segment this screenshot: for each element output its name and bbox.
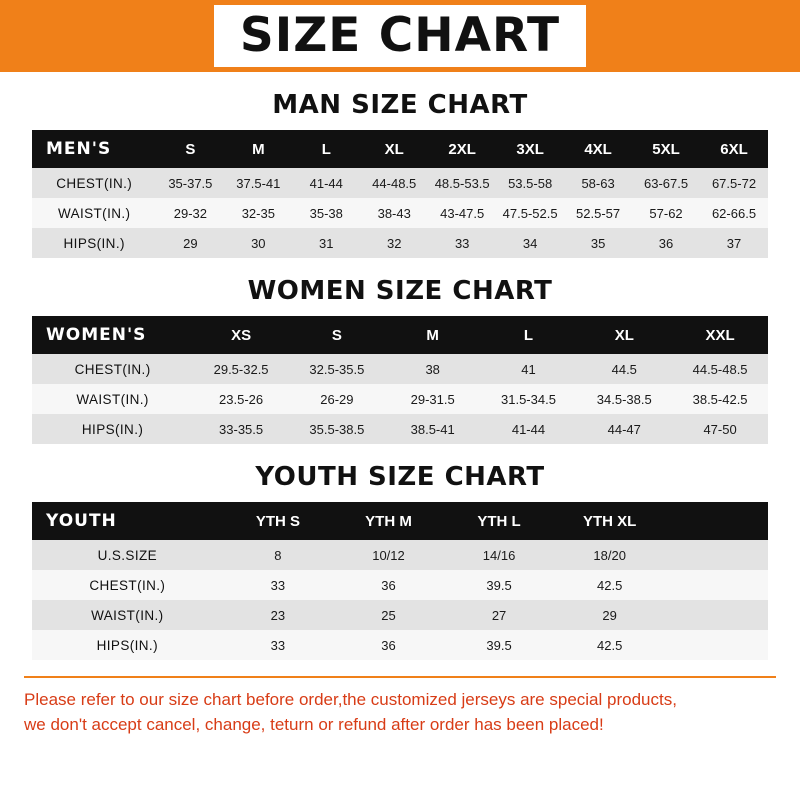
women-cell-2-3: 41-44 (481, 414, 577, 444)
women-cell-1-0: 23.5-26 (193, 384, 289, 414)
women-col-header-5: XL (576, 316, 672, 354)
women-col-header-2: S (289, 316, 385, 354)
youth-row-label-3: HIPS(IN.) (32, 630, 223, 660)
men-col-header-7: 4XL (564, 130, 632, 168)
men-cell-2-0: 29 (156, 228, 224, 258)
youth-cell-0-1: 10/12 (333, 540, 444, 570)
men-cell-2-5: 34 (496, 228, 564, 258)
table-header-row (32, 316, 768, 354)
men-cell-0-3: 44-48.5 (360, 168, 428, 198)
men-cell-1-8: 62-66.5 (700, 198, 768, 228)
table-row (32, 384, 768, 414)
youth-section (0, 462, 800, 660)
men-cell-0-6: 58-63 (564, 168, 632, 198)
men-section (0, 90, 800, 258)
youth-cell-1-2: 39.5 (444, 570, 555, 600)
men-cell-2-3: 32 (360, 228, 428, 258)
youth-cell-1-3: 42.5 (554, 570, 665, 600)
men-cell-1-5: 47.5-52.5 (496, 198, 564, 228)
men-cell-0-4: 48.5-53.5 (428, 168, 496, 198)
youth-cell-3-2: 39.5 (444, 630, 555, 660)
youth-col-header-3: YTH L (444, 502, 555, 540)
men-cell-0-5: 53.5-58 (496, 168, 564, 198)
table-row (32, 168, 768, 198)
men-cell-0-8: 67.5-72 (700, 168, 768, 198)
youth-col-header-4: YTH XL (554, 502, 665, 540)
women-cell-2-4: 44-47 (576, 414, 672, 444)
men-cell-2-8: 37 (700, 228, 768, 258)
women-col-header-1: XS (193, 316, 289, 354)
youth-col-header-2: YTH M (333, 502, 444, 540)
youth-row-label-1: CHEST(IN.) (32, 570, 223, 600)
table-header-row (32, 502, 768, 540)
women-row-label-2: HIPS(IN.) (32, 414, 193, 444)
women-cell-2-1: 35.5-38.5 (289, 414, 385, 444)
youth-col-header-1: YTH S (223, 502, 334, 540)
youth-cell-0-3: 18/20 (554, 540, 665, 570)
men-cell-0-7: 63-67.5 (632, 168, 700, 198)
women-col-header-4: L (481, 316, 577, 354)
women-section (0, 276, 800, 444)
men-cell-2-1: 30 (224, 228, 292, 258)
table-row (32, 228, 768, 258)
women-section-title: WOMEN SIZE CHART (247, 276, 553, 306)
women-cell-1-1: 26-29 (289, 384, 385, 414)
youth-cell-0-2: 14/16 (444, 540, 555, 570)
men-cell-1-7: 57-62 (632, 198, 700, 228)
youth-col-header-0: YOUTH (32, 502, 223, 540)
men-cell-1-0: 29-32 (156, 198, 224, 228)
youth-cell-3-0: 33 (223, 630, 334, 660)
men-cell-1-3: 38-43 (360, 198, 428, 228)
youth-cell-1-spacer (665, 570, 768, 600)
youth-cell-1-1: 36 (333, 570, 444, 600)
men-col-header-4: XL (360, 130, 428, 168)
table-header-row (32, 130, 768, 168)
table-row (32, 414, 768, 444)
women-cell-2-5: 47-50 (672, 414, 768, 444)
women-size-table (32, 316, 768, 444)
table-row (32, 630, 768, 660)
men-cell-0-0: 35-37.5 (156, 168, 224, 198)
men-cell-2-2: 31 (292, 228, 360, 258)
men-cell-1-4: 43-47.5 (428, 198, 496, 228)
footer-note (24, 676, 776, 737)
women-cell-2-2: 38.5-41 (385, 414, 481, 444)
women-row-label-1: WAIST(IN.) (32, 384, 193, 414)
youth-row-label-0: U.S.SIZE (32, 540, 223, 570)
men-col-header-0: MEN'S (32, 130, 156, 168)
youth-section-title: YOUTH SIZE CHART (255, 462, 545, 492)
header-right-fill (668, 0, 800, 72)
women-row-label-0: CHEST(IN.) (32, 354, 193, 384)
men-row-label-2: HIPS(IN.) (32, 228, 156, 258)
youth-cell-0-spacer (665, 540, 768, 570)
men-col-header-2: M (224, 130, 292, 168)
table-row (32, 198, 768, 228)
youth-cell-0-0: 8 (223, 540, 334, 570)
men-cell-0-1: 37.5-41 (224, 168, 292, 198)
youth-col-header-spacer (665, 502, 768, 540)
men-col-header-8: 5XL (632, 130, 700, 168)
table-row (32, 354, 768, 384)
youth-cell-2-2: 27 (444, 600, 555, 630)
women-cell-0-0: 29.5-32.5 (193, 354, 289, 384)
women-cell-1-4: 34.5-38.5 (576, 384, 672, 414)
youth-cell-1-0: 33 (223, 570, 334, 600)
women-cell-1-3: 31.5-34.5 (481, 384, 577, 414)
women-cell-0-1: 32.5-35.5 (289, 354, 385, 384)
youth-cell-3-1: 36 (333, 630, 444, 660)
table-row (32, 540, 768, 570)
youth-cell-2-0: 23 (223, 600, 334, 630)
women-cell-0-4: 44.5 (576, 354, 672, 384)
youth-row-label-2: WAIST(IN.) (32, 600, 223, 630)
men-col-header-6: 3XL (496, 130, 564, 168)
men-section-title: MAN SIZE CHART (272, 90, 528, 120)
youth-cell-2-spacer (665, 600, 768, 630)
youth-size-table (32, 502, 768, 660)
women-cell-2-0: 33-35.5 (193, 414, 289, 444)
men-row-label-1: WAIST(IN.) (32, 198, 156, 228)
footer-note-line-2: we don't accept cancel, change, teturn or refund after order has been placed! (24, 714, 604, 734)
women-col-header-6: XXL (672, 316, 768, 354)
footer-note-line-1: Please refer to our size chart before order,the customized jerseys are special products, (24, 690, 677, 709)
men-cell-1-1: 32-35 (224, 198, 292, 228)
men-cell-2-7: 36 (632, 228, 700, 258)
men-cell-1-6: 52.5-57 (564, 198, 632, 228)
men-col-header-3: L (292, 130, 360, 168)
men-col-header-9: 6XL (700, 130, 768, 168)
men-cell-2-4: 33 (428, 228, 496, 258)
youth-cell-3-spacer (665, 630, 768, 660)
page-title: SIZE CHART (214, 5, 586, 67)
men-row-label-0: CHEST(IN.) (32, 168, 156, 198)
youth-cell-2-3: 29 (554, 600, 665, 630)
table-row (32, 600, 768, 630)
women-cell-1-2: 29-31.5 (385, 384, 481, 414)
women-col-header-0: WOMEN'S (32, 316, 193, 354)
women-cell-0-5: 44.5-48.5 (672, 354, 768, 384)
women-cell-0-3: 41 (481, 354, 577, 384)
women-cell-1-5: 38.5-42.5 (672, 384, 768, 414)
header-left-fill (0, 0, 132, 72)
men-cell-1-2: 35-38 (292, 198, 360, 228)
youth-cell-2-1: 25 (333, 600, 444, 630)
men-cell-2-6: 35 (564, 228, 632, 258)
men-col-header-5: 2XL (428, 130, 496, 168)
men-col-header-1: S (156, 130, 224, 168)
men-size-table (32, 130, 768, 258)
youth-cell-3-3: 42.5 (554, 630, 665, 660)
women-cell-0-2: 38 (385, 354, 481, 384)
table-row (32, 570, 768, 600)
header-band (0, 0, 800, 72)
women-col-header-3: M (385, 316, 481, 354)
men-cell-0-2: 41-44 (292, 168, 360, 198)
